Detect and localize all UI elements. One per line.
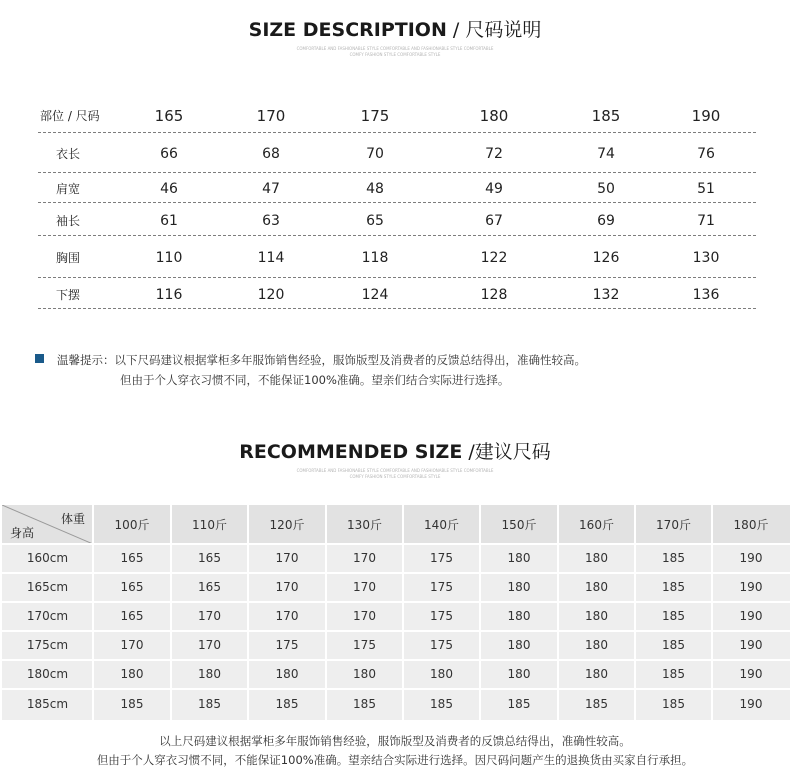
size-value-cell: 68	[262, 146, 280, 162]
size-value-cell: 126	[592, 250, 620, 266]
recommended-size-cell: 170	[275, 580, 299, 594]
size-value-cell: 132	[592, 287, 620, 303]
weight-header-cell: 140斤	[424, 518, 459, 532]
size-header-cell: 170	[256, 107, 286, 125]
recommended-size-cell: 170	[275, 609, 299, 623]
recommended-size-cell: 185	[507, 697, 531, 711]
recommended-size-subtitle-line1: COMFORTABLE AND FASHIONABLE STYLE COMFORTABLE AND FASHIONABLE STYLE COMFORTABLE	[296, 468, 494, 473]
recommended-size-table	[2, 505, 790, 720]
weight-header-cell: 150斤	[501, 518, 537, 532]
tip-line-1: 温馨提示：以下尺码建议根据掌柜多年服饰销售经验，服饰版型及消费者的反馈总结得出，准确性较高。	[57, 353, 586, 367]
weight-header-cell: 110斤	[192, 518, 227, 532]
recommended-size-cell: 175	[430, 551, 453, 565]
recommended-size-cell: 180	[585, 638, 608, 652]
size-row-label: 胸围	[56, 251, 81, 265]
recommended-size-cell: 175	[430, 609, 453, 623]
recommended-size-cell: 170	[353, 609, 376, 623]
recommended-size-cell: 180	[198, 667, 221, 681]
recommended-size-cell: 185	[430, 697, 453, 711]
size-row	[38, 203, 756, 236]
size-value-cell: 130	[692, 250, 720, 266]
size-row	[38, 236, 756, 278]
recommended-size-cell: 185	[662, 638, 685, 652]
size-value-cell: 110	[155, 250, 183, 266]
size-value-cell: 114	[257, 250, 285, 266]
recommended-size-cell: 175	[275, 638, 299, 652]
size-value-cell: 72	[485, 146, 503, 162]
size-header-cell: 185	[591, 107, 621, 125]
weight-header-cell: 180斤	[733, 518, 769, 532]
size-value-cell: 71	[697, 213, 715, 229]
recommended-size-cell: 165	[120, 609, 144, 623]
recommended-size-cell: 180	[507, 580, 531, 594]
recommended-size-cell: 165	[120, 580, 144, 594]
size-row	[38, 173, 756, 203]
size-description-subtitle	[0, 46, 790, 58]
footer-line-1: 以上尺码建议根据掌柜多年服饰销售经验，服饰版型及消费者的反馈总结得出，准确性较高。	[159, 734, 631, 748]
height-row-label: 170cm	[26, 609, 69, 623]
recommended-size-cell: 180	[585, 609, 608, 623]
size-value-cell: 46	[160, 181, 178, 197]
recommended-corner-cell	[2, 505, 93, 544]
footer-line-2: 但由于个人穿衣习惯不同，不能保证100%准确。望亲结合实际进行选择。因尺码问题产生的退换货由买家自行承担。	[96, 753, 694, 767]
size-row-label: 肩宽	[56, 182, 81, 196]
recommended-size-cell: 165	[198, 580, 221, 594]
size-value-cell: 50	[597, 181, 615, 197]
size-value-cell: 124	[361, 287, 389, 303]
recommended-size-cell: 190	[739, 638, 763, 652]
recommended-size-cell: 165	[198, 551, 221, 565]
size-header-cell: 190	[691, 107, 721, 125]
weight-header-cell: 170斤	[656, 518, 691, 532]
weight-header-cell: 130斤	[347, 518, 382, 532]
size-value-cell: 70	[366, 146, 384, 162]
size-value-cell: 63	[262, 213, 280, 229]
recommended-size-cell: 190	[739, 580, 763, 594]
recommended-size-cell: 170	[198, 638, 221, 652]
recommended-size-cell: 190	[739, 697, 763, 711]
size-value-cell: 47	[262, 181, 280, 197]
recommended-size-cell: 175	[430, 638, 453, 652]
size-row-label: 下摆	[56, 288, 81, 302]
recommended-size-cell: 180	[275, 667, 299, 681]
size-description-title-en: SIZE DESCRIPTION	[248, 19, 447, 41]
recommended-size-cell: 180	[507, 609, 531, 623]
recommended-size-cell: 180	[353, 667, 376, 681]
size-header-row	[38, 98, 756, 133]
recommended-size-subtitle	[0, 468, 790, 480]
size-value-cell: 76	[697, 146, 715, 162]
recommended-size-cell: 185	[662, 697, 685, 711]
recommended-size-cell: 180	[507, 551, 531, 565]
recommended-size-title	[0, 437, 790, 464]
size-description-subtitle-line1: COMFORTABLE AND FASHIONABLE STYLE COMFORTABLE AND FASHIONABLE STYLE COMFORTABLE	[296, 46, 494, 51]
recommended-size-cell: 180	[585, 580, 608, 594]
recommended-size-title-cn: /建议尺码	[462, 441, 551, 463]
size-header-cell: 175	[360, 107, 390, 125]
recommended-size-cell: 180	[507, 638, 531, 652]
recommended-size-subtitle-line2: COMFY FASHION STYLE COMFORTABLE STYLE	[349, 474, 441, 479]
height-row-label: 160cm	[26, 551, 69, 565]
recommended-size-cell: 180	[430, 667, 453, 681]
size-value-cell: 122	[480, 250, 508, 266]
recommended-size-cell: 170	[353, 580, 376, 594]
recommended-size-cell: 180	[585, 667, 608, 681]
recommended-size-cell: 185	[662, 609, 685, 623]
size-header-cell: 165	[154, 107, 184, 125]
corner-weight-label: 体重	[60, 512, 85, 526]
size-value-cell: 136	[692, 287, 720, 303]
recommended-size-title-en: RECOMMENDED SIZE	[239, 441, 463, 463]
recommended-size-cell: 175	[353, 638, 376, 652]
weight-header-cell: 160斤	[579, 518, 614, 532]
size-row	[38, 133, 756, 173]
recommended-size-cell: 185	[198, 697, 221, 711]
recommended-size-cell: 190	[739, 609, 763, 623]
recommended-size-cell: 185	[662, 551, 685, 565]
size-description-title-cn: / 尺码说明	[446, 19, 542, 41]
recommended-size-cell: 170	[120, 638, 144, 652]
size-value-cell: 74	[597, 146, 615, 162]
size-value-cell: 51	[697, 181, 715, 197]
weight-header-cell: 100斤	[114, 518, 150, 532]
weight-header-cell: 120斤	[269, 518, 305, 532]
recommended-size-cell: 165	[120, 551, 144, 565]
corner-height-label: 身高	[10, 526, 35, 540]
size-value-cell: 66	[160, 146, 178, 162]
recommended-size-cell: 170	[198, 609, 221, 623]
recommended-size-cell: 185	[662, 667, 685, 681]
recommended-size-cell: 185	[585, 697, 608, 711]
recommended-size-cell: 190	[739, 551, 763, 565]
size-row	[38, 278, 756, 309]
size-value-cell: 116	[155, 287, 183, 303]
recommended-size-cell: 180	[507, 667, 531, 681]
size-header-cell: 180	[479, 107, 509, 125]
size-value-cell: 120	[257, 287, 285, 303]
height-row-label: 165cm	[26, 580, 69, 594]
height-row-label: 175cm	[26, 638, 69, 652]
size-description-subtitle-line2: COMFY FASHION STYLE COMFORTABLE STYLE	[349, 52, 441, 57]
recommended-size-cell: 185	[275, 697, 299, 711]
size-value-cell: 48	[366, 181, 384, 197]
recommended-size-cell: 175	[430, 580, 453, 594]
recommended-size-cell: 170	[275, 551, 299, 565]
size-value-cell: 61	[160, 213, 178, 229]
tip-marker-icon	[35, 354, 44, 363]
size-row-label: 衣长	[56, 147, 81, 161]
size-row-label: 袖长	[56, 214, 81, 228]
size-description-title	[0, 15, 790, 42]
recommended-size-cell: 185	[662, 580, 685, 594]
size-value-cell: 118	[361, 250, 389, 266]
recommended-size-cell: 190	[739, 667, 763, 681]
tip-line-2: 但由于个人穿衣习惯不同，不能保证100%准确。望亲们结合实际进行选择。	[120, 373, 510, 387]
size-value-cell: 128	[480, 287, 508, 303]
size-header-label: 部位 / 尺码	[40, 109, 100, 123]
size-value-cell: 65	[366, 213, 384, 229]
size-value-cell: 67	[485, 213, 503, 229]
recommended-size-cell: 170	[353, 551, 376, 565]
size-value-cell: 69	[597, 213, 615, 229]
recommended-size-cell: 180	[585, 551, 608, 565]
height-row-label: 185cm	[26, 697, 69, 711]
height-row-label: 180cm	[26, 667, 69, 681]
size-description-table	[38, 98, 756, 309]
recommended-size-cell: 185	[353, 697, 376, 711]
recommended-size-cell: 180	[120, 667, 144, 681]
size-value-cell: 49	[485, 181, 503, 197]
recommended-size-cell: 185	[120, 697, 144, 711]
